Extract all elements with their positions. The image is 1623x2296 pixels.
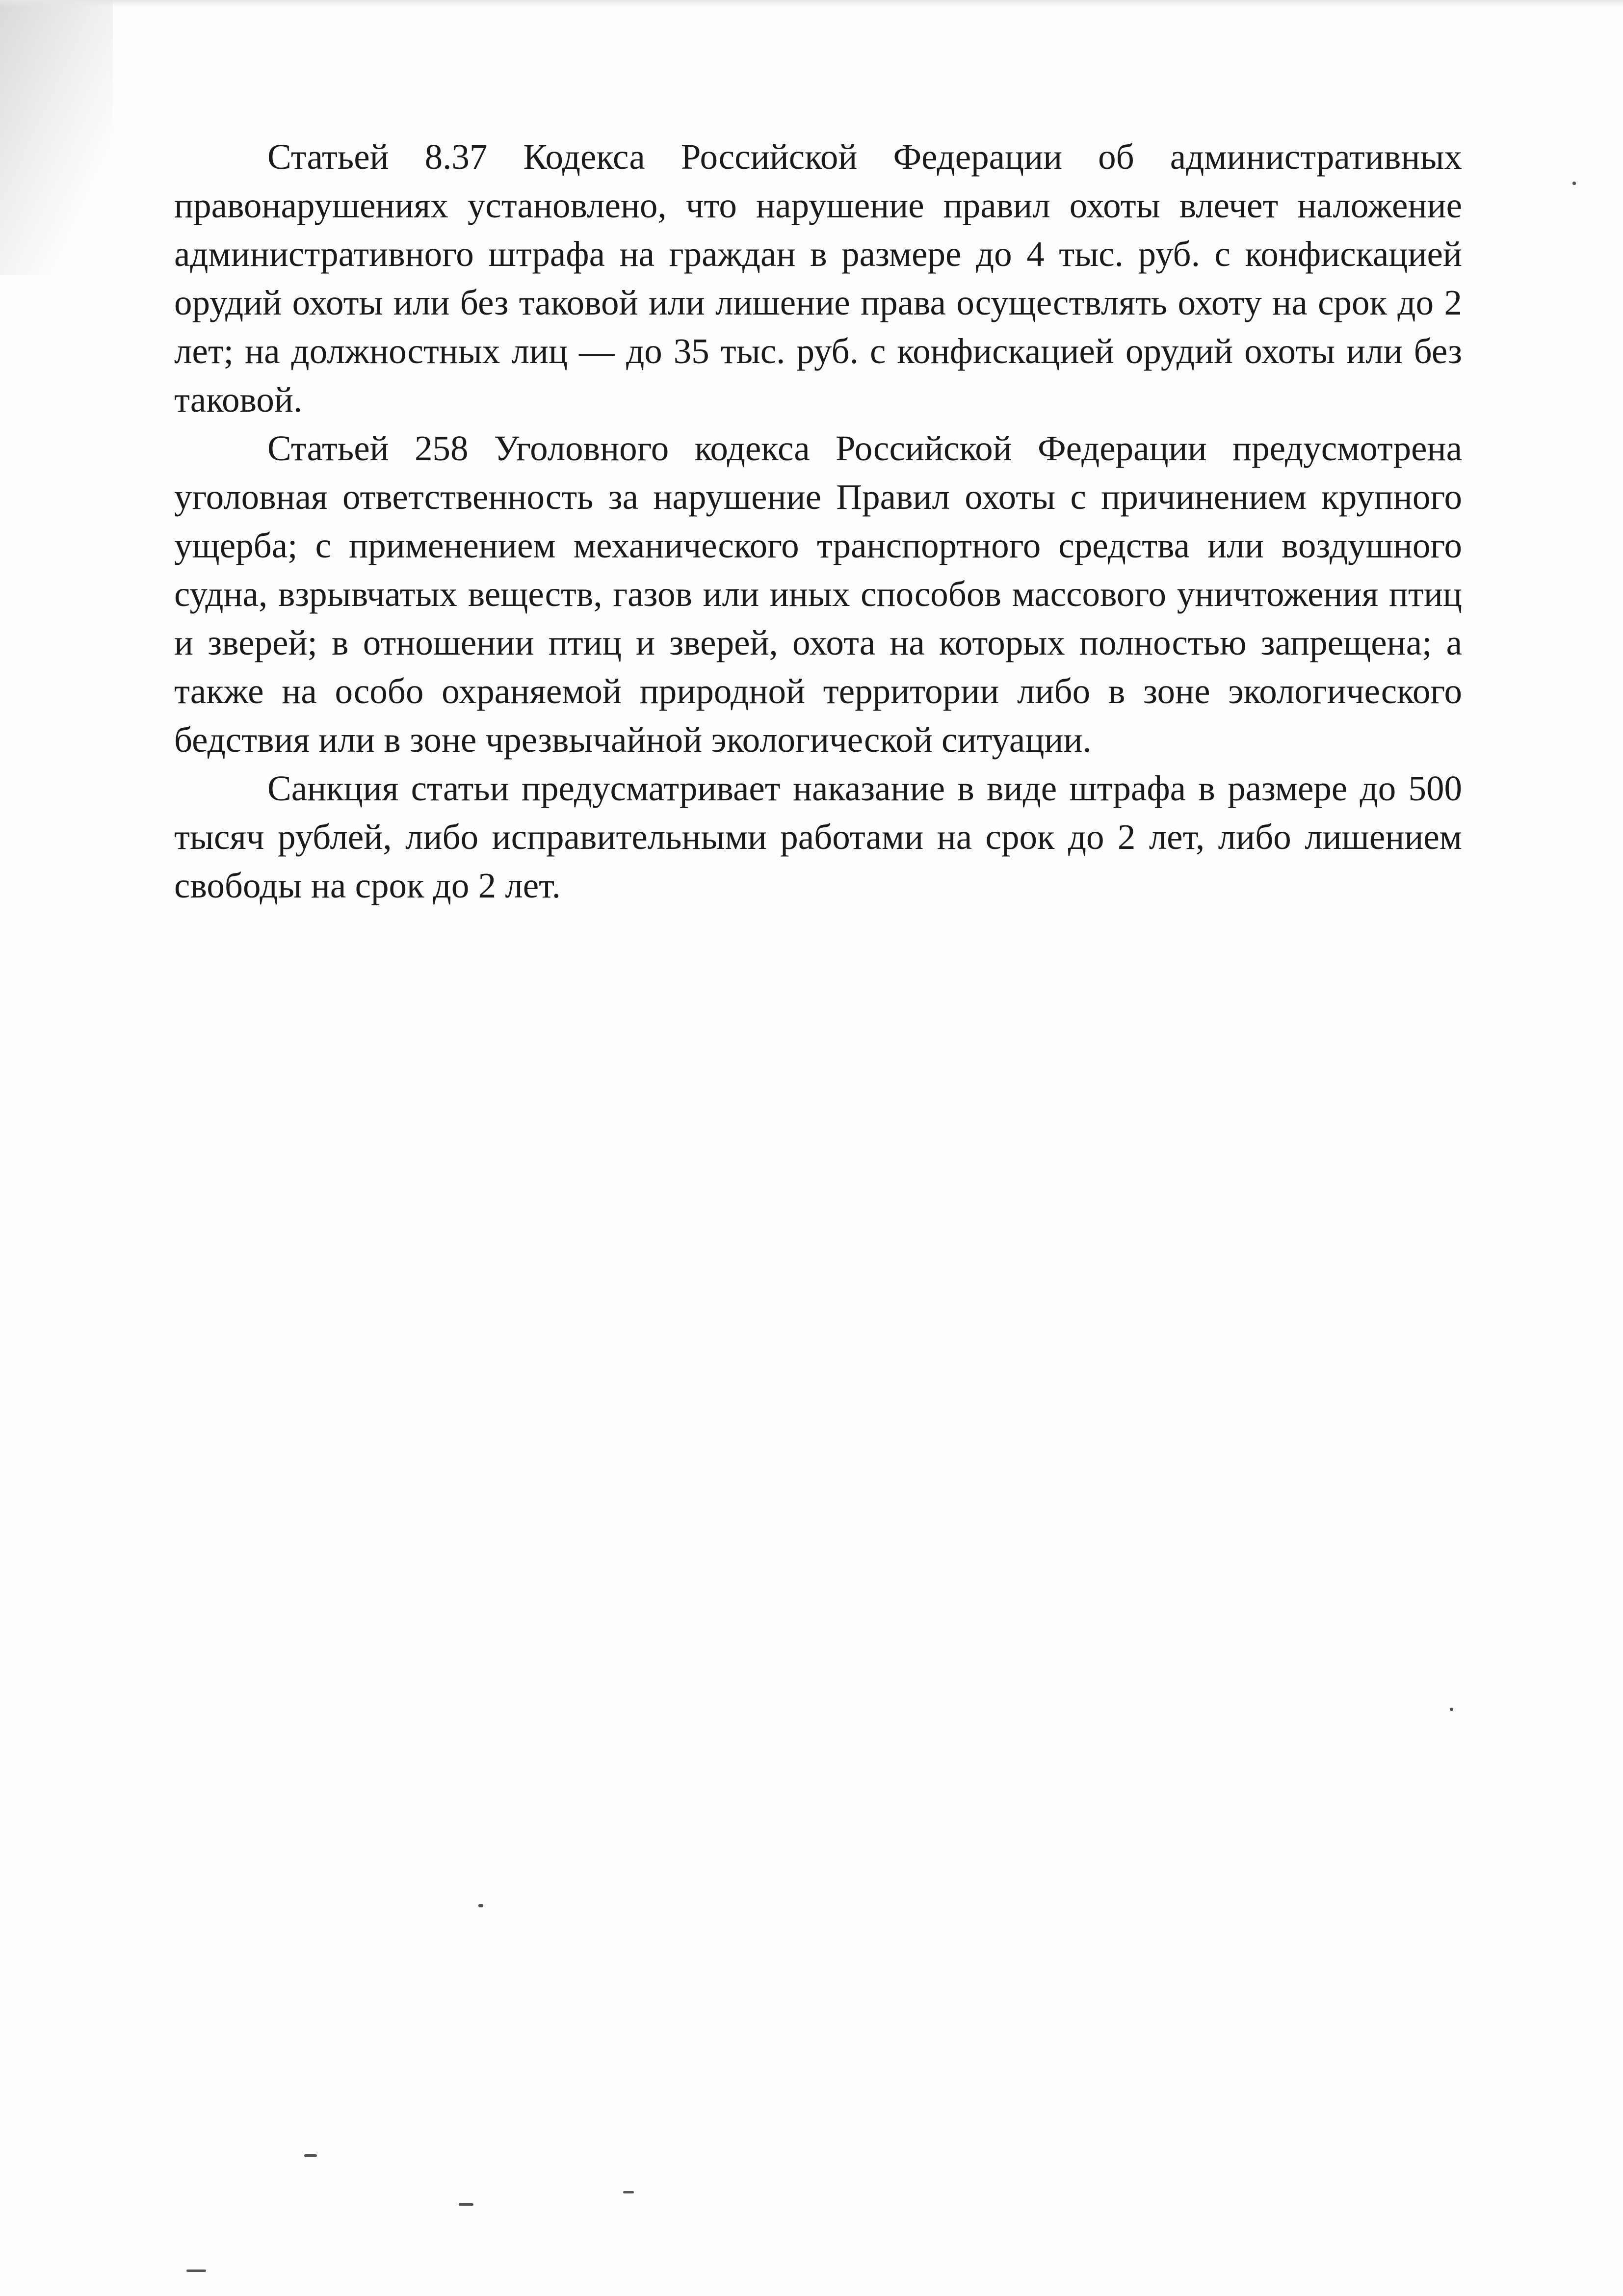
page-top-edge bbox=[0, 0, 1623, 7]
document-body bbox=[174, 132, 1462, 910]
paragraph-sanction: Санкция статьи предусматривает наказание в виде штрафа в размере до 500 тысяч рублей, либо исправительными работами на срок до 2 лет, либо лишением свободы на срок до 2 лет. bbox=[174, 768, 1462, 905]
scan-speck bbox=[1450, 1708, 1453, 1711]
scan-speck bbox=[478, 1904, 483, 1907]
paragraph-article-258: Статьей 258 Уголовного кодекса Российской Федерации предусмотрена уголовная ответственность за нарушение Правил охоты с причинением крупного ущерба; с применением механического транспортного средства или воздушного судна, взрывчатых веществ, газов или иных способов массового уничтожения птиц и зверей; в отношении птиц и зверей, охота на которых полностью запрещена; а также на особо охраняемой природной территории либо в зоне экологического бедствия или в зоне чрезвычайной экологической ситуации. bbox=[174, 428, 1462, 760]
paragraph-article-8-37: Статьей 8.37 Кодекса Российской Федерации об административных правонарушениях установлено, что нарушение правил охоты влечет наложение административного штрафа на граждан в размере до 4 тыс. руб. с конфискацией орудий охоты или без таковой или лишение права осуществлять охоту на срок до 2 лет; на должностных лиц — до 35 тыс. руб. с конфискацией орудий охоты или без таковой. bbox=[174, 137, 1462, 420]
scan-speck bbox=[1572, 182, 1576, 185]
scan-speck bbox=[304, 2154, 317, 2157]
scan-speck bbox=[459, 2203, 473, 2206]
page-corner-shadow bbox=[0, 0, 113, 275]
scan-speck bbox=[186, 2270, 206, 2272]
scan-speck bbox=[623, 2191, 634, 2193]
